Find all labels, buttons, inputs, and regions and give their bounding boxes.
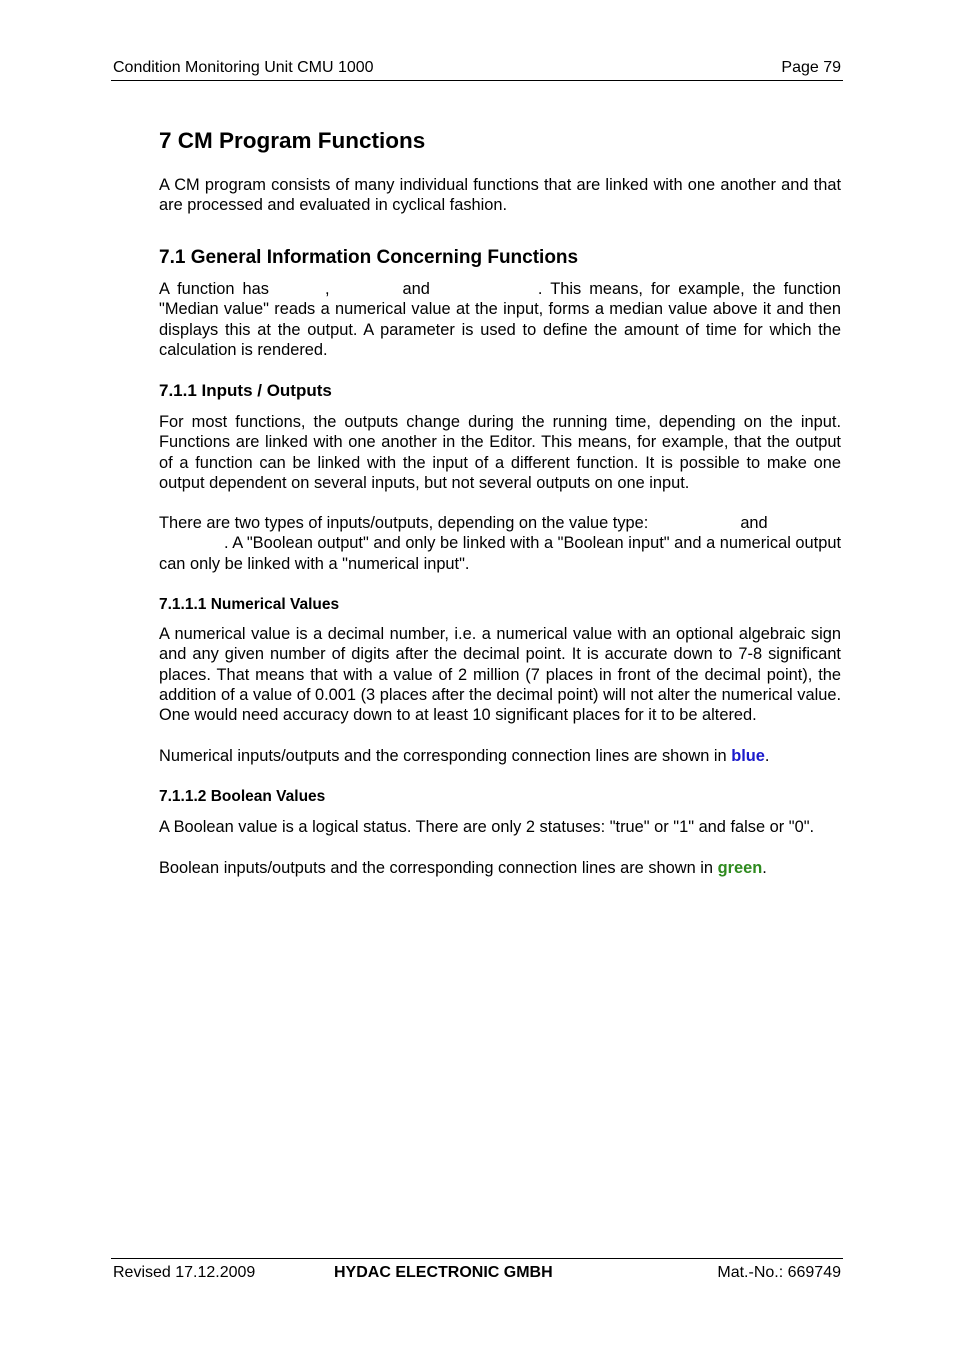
boolean-color-note	[159, 858, 841, 878]
section-heading-numerical-values: 7.1.1.1 Numerical Values	[159, 596, 340, 613]
page-footer	[111, 1258, 843, 1281]
text-run: . A "Boolean output" and only be linked with a "Boolean input" and a numerical output can only be linked with a "numerical input".	[159, 534, 841, 573]
value-types-paragraph	[159, 513, 841, 574]
numerical-values-paragraph: A numerical value is a decimal number, i.e. a numerical value with an optional algebraic sign and any given number of digits after the decimal point. It is accurate down to 7-8 significant places. That means that with a value of 2 million (7 places in front of the decimal point), the addition of a value of 0.001 (3 places after the decimal point) will not alter the numerical value. One would need accuracy down to at least 10 significant places for it to be altered.	[159, 625, 841, 725]
section-heading-boolean-values: 7.1.1.2 Boolean Values	[159, 788, 326, 805]
text-run: Boolean inputs/outputs and the corresponding connection lines are shown in	[159, 859, 714, 877]
section-7-1-paragraph	[159, 279, 841, 360]
text-run: . This means, for example, the function "Median value" reads a numerical value at the input, forms a median value above it and then displays this at the output. A parameter is used to define the amount of time for which the calculation is rendered.	[159, 280, 841, 359]
material-number: Mat.-No.: 669749	[717, 1264, 841, 1281]
company-name: HYDAC ELECTRONIC GMBH	[334, 1264, 553, 1281]
text-run: ,	[324, 280, 330, 298]
section-heading-7-1: 7.1 General Information Concerning Functions	[159, 247, 579, 268]
text-run: .	[764, 747, 770, 765]
green-color-label: green	[717, 859, 763, 877]
boolean-values-paragraph: A Boolean value is a logical status. There are only 2 statuses: "true" or "1" and false or "0".	[159, 818, 815, 836]
page-header	[111, 57, 843, 81]
document-title: Condition Monitoring Unit CMU 1000	[113, 59, 374, 76]
revision-date: Revised 17.12.2009	[113, 1264, 256, 1281]
inputs-outputs-paragraph: For most functions, the outputs change during the running time, depending on the input. Functions are linked with one another in the Editor. This means, for example, that the output of a function can be linked with the input of a different function. It is possible to make one output dependent on several inputs, but not several outputs on one input.	[159, 413, 841, 492]
text-run: Numerical inputs/outputs and the corresponding connection lines are shown in	[159, 747, 727, 765]
text-run: A function has	[159, 280, 269, 298]
text-run: and	[740, 514, 768, 532]
page-number: Page 79	[781, 59, 841, 76]
intro-paragraph: A CM program consists of many individual functions that are linked with one another and that are processed and evaluated in cyclical fashion.	[159, 176, 841, 215]
chapter-heading: 7 CM Program Functions	[159, 128, 426, 153]
text-run: There are two types of inputs/outputs, depending on the value type:	[159, 514, 649, 532]
section-heading-7-1-1: 7.1.1 Inputs / Outputs	[159, 381, 332, 400]
text-run: and	[402, 280, 430, 298]
text-run: .	[762, 859, 767, 877]
numerical-color-note	[159, 746, 841, 766]
blue-color-label: blue	[731, 747, 765, 765]
